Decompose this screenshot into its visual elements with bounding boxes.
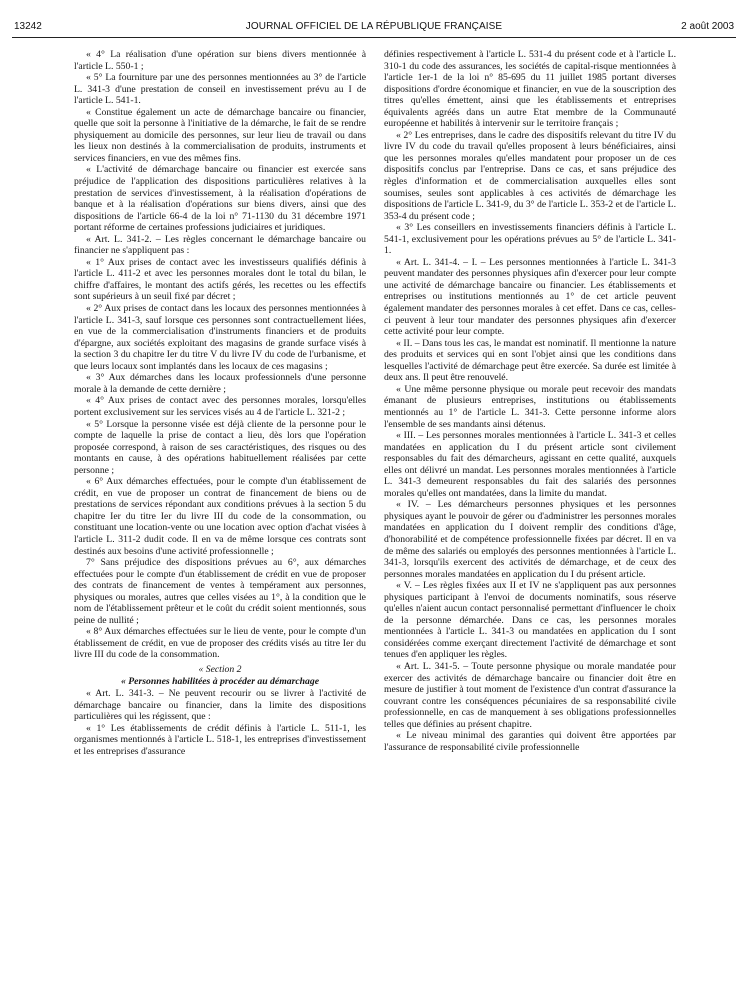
paragraph: « 4° La réalisation d'une opération sur biens divers mentionnée à l'article L. 550-1 ; (74, 49, 366, 72)
paragraph: « 5° Lorsque la personne visée est déjà cliente de la personne pour le compte de laquelle la prise de contact a lieu, dès lors que l'opération proposée correspond, à raison de ses caractéristiques, des risques ou des montants en cause, à des opérations habituellement réalisées par cette personne ; (74, 418, 366, 476)
paragraph: « Constitue également un acte de démarchage bancaire ou financier, quelle que soit la personne à l'initiative de la démarche, le fait de se rendre physiquement au domicile des personnes, sur leur lieu de travail ou dans les lieux non destinés à la commercialisation de produits, instruments et services financiers, en vue des mêmes fins. (74, 106, 366, 164)
article-paragraph: « Art. L. 341-4. – I. – Les personnes mentionnées à l'article L. 341-3 peuvent mandater des personnes physiques afin d'exercer pour leur compte une activité de démarchage bancaire ou financier. Les établissements et entreprises ou institutions mentionnés au 1° de cet article peuvent également mandater des personnes morales à cet effet. Dans ce cas, celles-ci peuvent à leur tour mandater des personnes physiques afin d'exercer cette activité pour leur compte. (384, 256, 676, 338)
left-column (74, 49, 366, 757)
paragraph: « Le niveau minimal des garanties qui doivent être apportées par l'assurance de responsabilité civile professionnelle (384, 730, 676, 753)
paragraph: « L'activité de démarchage bancaire ou financier est exercée sans préjudice de l'application des dispositions particulières relatives à la prestation de services d'investissement, à la réalisation d'opérations de banque et à la réalisation d'opérations sur biens divers, ainsi que des dispositions de l'article 66-4 de la loi n° 71-1130 du 31 décembre 1971 portant réforme de certaines professions judiciaires et juridiques. (74, 164, 366, 234)
paragraph: définies respectivement à l'article L. 531-4 du présent code et à l'article L. 310-1 du code des assurances, les sociétés de capital-risque mentionnées à l'article 1er-1 de la loi n° 85-695 du 11 juillet 1985 portant diverses dispositions d'ordre économique et financier, en vue de la souscription des titres qu'elles émettent, ainsi que les établissements et entreprises équivalents agréés dans un autre Etat membre de la Communauté européenne et habilités à intervenir sur le territoire français ; (384, 49, 676, 130)
paragraph: « 5° La fourniture par une des personnes mentionnées au 3° de l'article L. 341-3 d'une prestation de conseil en investissement prévu au I de l'article L. 541-1. (74, 72, 366, 107)
paragraph: « 3° Aux démarches dans les locaux professionnels d'une personne morale à la demande de cette dernière ; (74, 372, 366, 395)
paragraph: « 2° Aux prises de contact dans les locaux des personnes mentionnées à l'article L. 341-3, sauf lorsque ces personnes sont contractuellement liées, en vue de la commercialisation d'instruments financiers et de produits d'épargne, aux sociétés exploitant des magasins de grande surface visés à la section 3 du chapitre Ier du titre V du livre IV du code de l'urbanisme, et que leurs locaux sont implantés dans les locaux de ces magasins ; (74, 303, 366, 372)
article-paragraph: « Art. L. 341-5. – Toute personne physique ou morale mandatée pour exercer des activités de démarchage bancaire ou financier doit être en mesure de justifier à tout moment de l'existence d'un contrat d'assurance la couvrant contre les conséquences pécuniaires de sa responsabilité civile professionnelle, en cas de manquement à ses obligations professionnelles telles que définies au présent chapitre. (384, 660, 676, 730)
publication-date: 2 août 2003 (681, 21, 734, 32)
page-number: 13242 (14, 21, 42, 32)
paragraph: « II. – Dans tous les cas, le mandat est nominatif. Il mentionne la nature des produits et services qui en sont l'objet ainsi que les conditions dans lesquelles l'activité de démarchage peut être exercée. Sa durée est limitée à deux ans. Il peut être renouvelé. (384, 337, 676, 384)
article-paragraph: « Art. L. 341-2. – Les règles concernant le démarchage bancaire ou financier ne s'appliquent pas : (74, 233, 366, 257)
section-heading: « Section 2 (198, 663, 242, 675)
journal-title: JOURNAL OFFICIEL DE LA RÉPUBLIQUE FRANÇAISE (245, 21, 503, 32)
paragraph: « 3° Les conseillers en investissements financiers définis à l'article L. 541-1, exclusivement pour les opérations prévues au 5° de l'article L. 341-1. (384, 222, 676, 257)
article-paragraph: « Art. L. 341-3. – Ne peuvent recourir ou se livrer à l'activité de démarchage bancaire ou financier, dans la limite des dispositions particulières qui les régissent, que : (74, 688, 366, 723)
section-subheading: « Personnes habilitées à procéder au démarchage (120, 675, 320, 687)
paragraph: « 2° Les entreprises, dans le cadre des dispositifs relevant du titre IV du livre IV du code du travail qu'elles proposent à leurs bénéficiaires, ainsi que les personnes morales qu'elles mandatent pour proposer un de ces dispositifs conclus par l'entreprise. Dans ce cas, et sans préjudice des règles d'information et de commercialisation auxquelles elles sont soumises, seules sont applicables à ces activités de démarchage les dispositions de l'article L. 341-9, du 3° de l'article L. 353-2 et de l'article L. 353-4 du présent code ; (384, 129, 676, 222)
paragraph: « IV. – Les démarcheurs personnes physiques et les personnes physiques ayant le pouvoir de gérer ou d'administrer les personnes morales mandatées en application du I doivent remplir des conditions d'âge, d'honorabilité et de compétence professionnelle fixées par décret. Il en va de même des salariés ou employés des personnes mentionnées à l'article L. 341-3, lorsqu'ils exercent des activités de démarchage, et de ceux des personnes morales mandatées en application du I du présent article. (384, 499, 676, 580)
paragraph: « V. – Les règles fixées aux II et IV ne s'appliquent pas aux personnes physiques participant à l'envoi de documents nominatifs, sous réserve qu'elles n'aient aucun contact personnalisé permettant d'influencer le choix de la personne démarchée. Dans ce cas, les personnes morales mentionnées à l'article L. 341-3 ou mandatées en application du I sont considérées comme exerçant directement l'activité de démarchage et sont tenues d'en appliquer les règles. (384, 580, 676, 661)
paragraph: « 1° Les établissements de crédit définis à l'article L. 511-1, les organismes mentionnés à l'article L. 518-1, les entreprises d'investissement et les entreprises d'assurance (74, 722, 366, 757)
right-column (384, 49, 676, 753)
header-rule (12, 37, 736, 38)
paragraph: « 1° Aux prises de contact avec les investisseurs qualifiés définis à l'article L. 411-2 et avec les personnes morales dont le total du bilan, le chiffre d'affaires, le montant des actifs gérés, les recettes ou les effectifs sont supérieurs à un seuil fixé par décret ; (74, 256, 366, 303)
paragraph: « 6° Aux démarches effectuées, pour le compte d'un établissement de crédit, en vue de proposer un contrat de financement de biens ou de prestations de services répondant aux conditions prévues à la section 5 du chapitre Ier du titre Ier du livre III du code de la consommation, ou constituant une location-vente ou une location avec option d'achat visées à l'article L. 311-2 dudit code. Il en va de même lorsque ces contrats sont destinés aux besoins d'une activité professionnelle ; (74, 476, 366, 557)
paragraph: « 8° Aux démarches effectuées sur le lieu de vente, pour le compte d'un établissement de crédit, en vue de proposer des crédits visés au titre Ier du livre III du code de la consommation. (74, 626, 366, 661)
paragraph: « 4° Aux prises de contact avec des personnes morales, lorsqu'elles portent exclusivement sur les services visés au 4 de l'article L. 321-2 ; (74, 395, 366, 418)
paragraph: « III. – Les personnes morales mentionnées à l'article L. 341-3 et celles mandatées en application du I du présent article sont civilement responsables du fait des démarcheurs, agissant en cette qualité, auxquels elles ont délivré un mandat. Les personnes morales mentionnées à l'article L. 341-3 demeurent responsables du fait des salariés des personnes morales qu'elles ont mandatées, dans la limite du mandat. (384, 430, 676, 499)
paragraph: 7° Sans préjudice des dispositions prévues au 6°, aux démarches effectuées pour le compte d'un établissement de crédit en vue de proposer des contrats de financement de ventes à tempérament aux personnes, physiques ou morales, autres que celles visées au 1°, à la condition que le nom de l'établissement prêteur et le coût du crédit soient mentionnés, sous peine de nullité ; (74, 557, 366, 626)
paragraph: « Une même personne physique ou morale peut recevoir des mandats émanant de plusieurs entreprises, institutions ou établissements mentionnés au 1° de l'article L. 341-3. Cette personne informe alors l'ensemble de ses mandants ainsi détenus. (384, 383, 676, 430)
